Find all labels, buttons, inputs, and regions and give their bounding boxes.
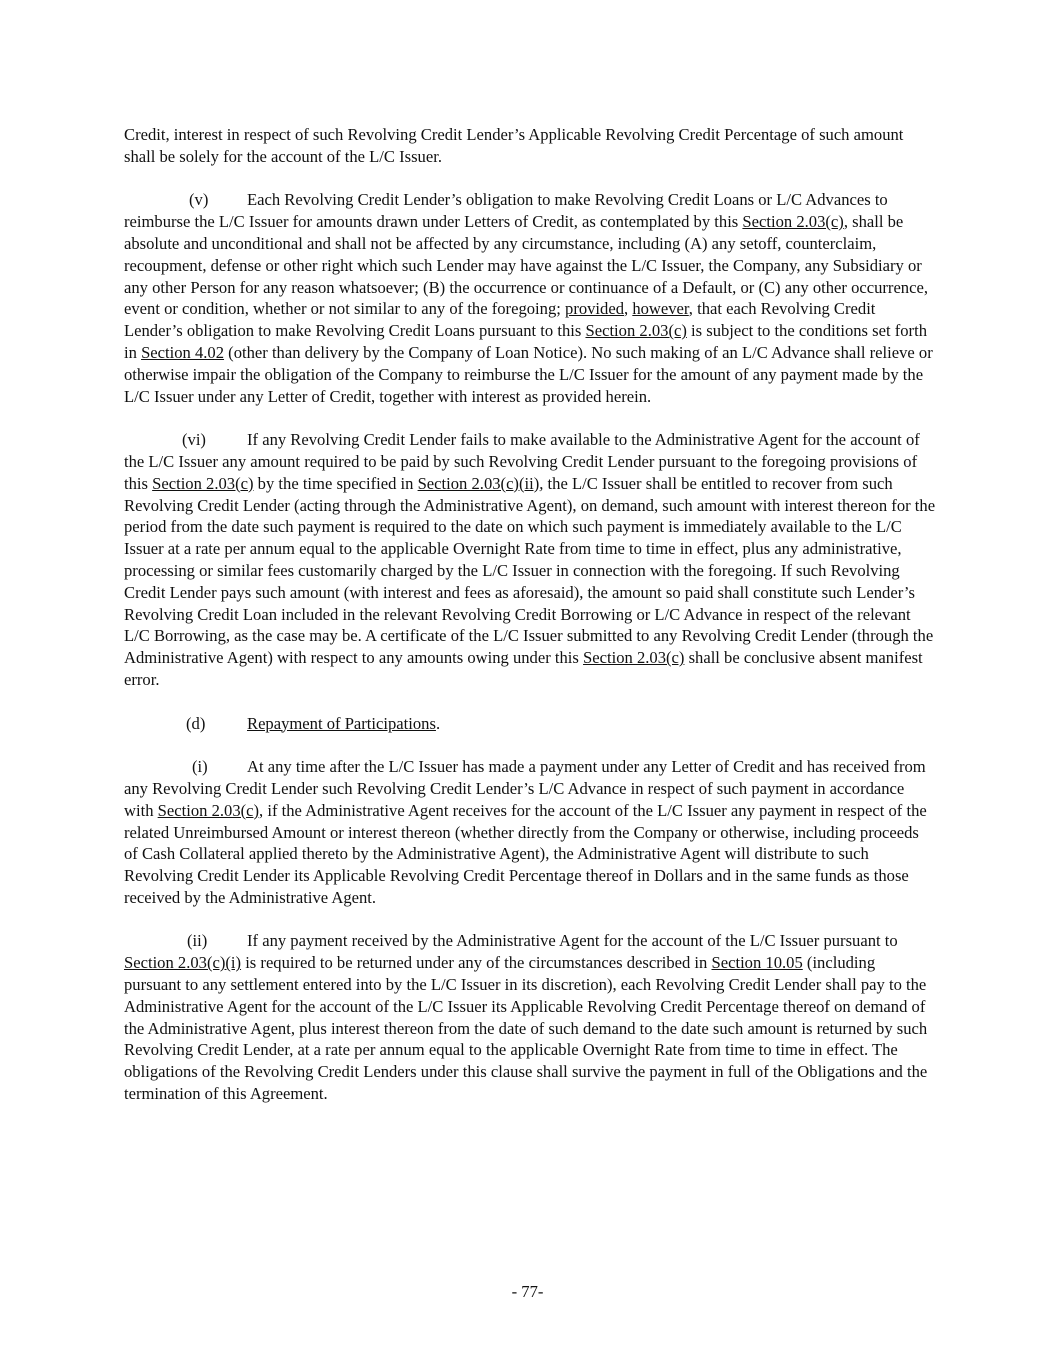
paragraph-vi xyxy=(124,429,936,691)
section-ref-4-02: Section 4.02 xyxy=(141,342,225,362)
paragraph-v: (v) Each Revolving Credit Lender’s obligation to make Revolving Credit Loans or L/C Advances to reimburse the L/C Issuer for amounts drawn under Letters of Credit, as contemplated by this Section 2.03(c), shall be absolute and unconditional and shall not be affected by any circumstance, including (A) any setoff, counterclaim, recoupment, defense or other right which such Lender may have against the L/C Issuer, the Company, any Subsidiary or any other Person for any reason whatsoever; (B) the occurrence or continuance of a Default, or (C) any other occurrence, event or condition, whether or not similar to any of the foregoing; provided, however, that each Revolving Credit Lender’s obligation to make Revolving Credit Loans pursuant to this Section 2.03(c) is subject to the conditions set forth in Section 4.02 (other than delivery by the Company of Loan Notice). No such making of an L/C Advance shall relieve or otherwise impair the obligation of the Company to reimburse the L/C Issuer for the amount of any payment made by the L/C Issuer under any Letter of Credit, together with interest as provided herein. xyxy=(124,190,933,406)
section-ref-2-03c-i: Section 2.03(c)(i) xyxy=(124,953,242,973)
section-ref-10-05: Section 10.05 xyxy=(711,953,803,973)
section-ref-2-03c: Section 2.03(c) xyxy=(157,800,260,820)
paragraph-v-text-4: , that each Revolving Credit Lender’s obligation to make Revolving Credit Loans pursuant to this xyxy=(124,299,876,341)
continuation-paragraph: Credit, interest in respect of such Revolving Credit Lender’s Applicable Revolving Credit Percentage of such amount shall be solely for the account of the L/C Issuer. xyxy=(124,125,904,166)
paragraph-vi-text-4: shall be conclusive absent manifest error. xyxy=(124,648,923,689)
paragraph-d-ii-text-1: If any payment received by the Administrative Agent for the account of the L/C Issuer pursuant to xyxy=(247,931,898,951)
paragraph-d-ii-text-2: is required to be returned under any of the circumstances described in xyxy=(241,953,712,973)
paragraph-v-text-2: , shall be absolute and unconditional and shall not be affected by any circumstance, including (A) any setoff, counterclaim, recoupment, defense or other right which such Lender may have against the L/C Issuer, the Company, any Subsidiary or any other Person for any reason whatsoever; (B) the occurrence or continuance of a Default, or (C) any other occurrence, event or condition, whether or not similar to any of the foregoing; xyxy=(124,212,928,319)
paragraph-vi-label: (vi) xyxy=(182,430,206,450)
paragraph-v-text-6: (other than delivery by the Company of Loan Notice). No such making of an L/C Advance shall relieve or otherwise impair the obligation of the Company to reimburse the L/C Issuer for the amount of any payment made by the L/C Issuer under any Letter of Credit, together with interest as provided herein. xyxy=(124,342,933,406)
paragraph-vi-text-1: If any Revolving Credit Lender fails to make available to the Administrative Agent for the account of the L/C Issuer any amount required to be paid by such Revolving Credit Lender pursuant to the foregoing provisions of this xyxy=(124,430,920,493)
section-ref-2-03c: Section 2.03(c) xyxy=(583,648,685,668)
heading-d: (d) Repayment of Participations. xyxy=(186,713,441,733)
paragraph-d-ii-label: (ii) xyxy=(187,931,208,951)
section-ref-2-03c-ii: Section 2.03(c)(ii) xyxy=(417,473,540,493)
page-number: - 77- xyxy=(511,1282,544,1301)
paragraph-v-label: (v) xyxy=(189,190,209,210)
paragraph-vi-text-2: by the time specified in xyxy=(253,473,418,493)
paragraph-d-i-text-1: At any time after the L/C Issuer has made a payment under any Letter of Credit and has received from any Revolving Credit Lender such Revolving Credit Lender’s L/C Advance in respect of such payment in accordance with xyxy=(124,757,926,820)
paragraph-d-i-label: (i) xyxy=(192,757,208,777)
provided-term: provided xyxy=(565,299,625,319)
paragraph-vi-text-3: , the L/C Issuer shall be entitled to recover from such Revolving Credit Lender (acting through the Administrative Agent), on demand, such amount with interest thereon for the period from the date such payment is required to the date on which such payment is immediately available to the L/C Issuer at a rate per annum equal to the applicable Overnight Rate from time to time in effect, plus any administrative, processing or similar fees customarily charged by the L/C Issuer in connection with the foregoing. If such Revolving Credit Lender pays such amount (with interest and fees as aforesaid), the amount so paid shall constitute such Lender’s Revolving Credit Loan included in the relevant Revolving Credit Borrowing or L/C Advance in respect of the relevant L/C Borrowing, as the case may be. A certificate of the L/C Issuer submitted to any Revolving Credit Lender (through the Administrative Agent) with respect to any amounts owing under this xyxy=(124,473,936,668)
document-page xyxy=(124,124,936,1127)
paragraph-v-text-1: Each Revolving Credit Lender’s obligation to make Revolving Credit Loans or L/C Advances to reimburse the L/C Issuer for amounts drawn under Letters of Credit, as contemplated by this xyxy=(124,190,888,232)
section-ref-2-03c: Section 2.03(c) xyxy=(152,473,254,493)
section-ref-2-03c: Section 2.03(c) xyxy=(585,321,687,341)
paragraph-v-text-5: is subject to the conditions set forth in xyxy=(124,321,927,362)
section-ref-2-03c: Section 2.03(c) xyxy=(742,212,844,232)
paragraph-d-ii xyxy=(124,930,936,1104)
heading-d-title: Repayment of Participations xyxy=(247,713,436,733)
paragraph-d-i-text-2: , if the Administrative Agent receives for the account of the L/C Issuer any payment in respect of the related Unreimbursed Amount or interest thereon (whether directly from the Company or otherwise, including proceeds of Cash Collateral applied thereto by the Administrative Agent), the Administrative Agent will distribute to such Revolving Credit Lender its Applicable Revolving Credit Percentage thereof in Dollars and in the same funds as those received by the Administrative Agent. xyxy=(124,800,927,907)
heading-d-label: (d) xyxy=(186,713,206,733)
paragraph-d-ii-text-3: (including pursuant to any settlement entered into by the L/C Issuer in its discretion), each Revolving Credit Lender shall pay to the Administrative Agent for the account of the L/C Issuer its Applicable Revolving Credit Percentage thereof on demand of the Administrative Agent, plus interest thereon from the date of such demand to the date such amount is returned by such Revolving Credit Lender, at a rate per annum equal to the applicable Overnight Rate from time to time in effect. The obligations of the Revolving Credit Lenders under this clause shall survive the payment in full of the Obligations and the termination of this Agreement. xyxy=(124,953,928,1104)
paragraph-d-i xyxy=(124,756,936,909)
however-term: however xyxy=(632,299,689,319)
